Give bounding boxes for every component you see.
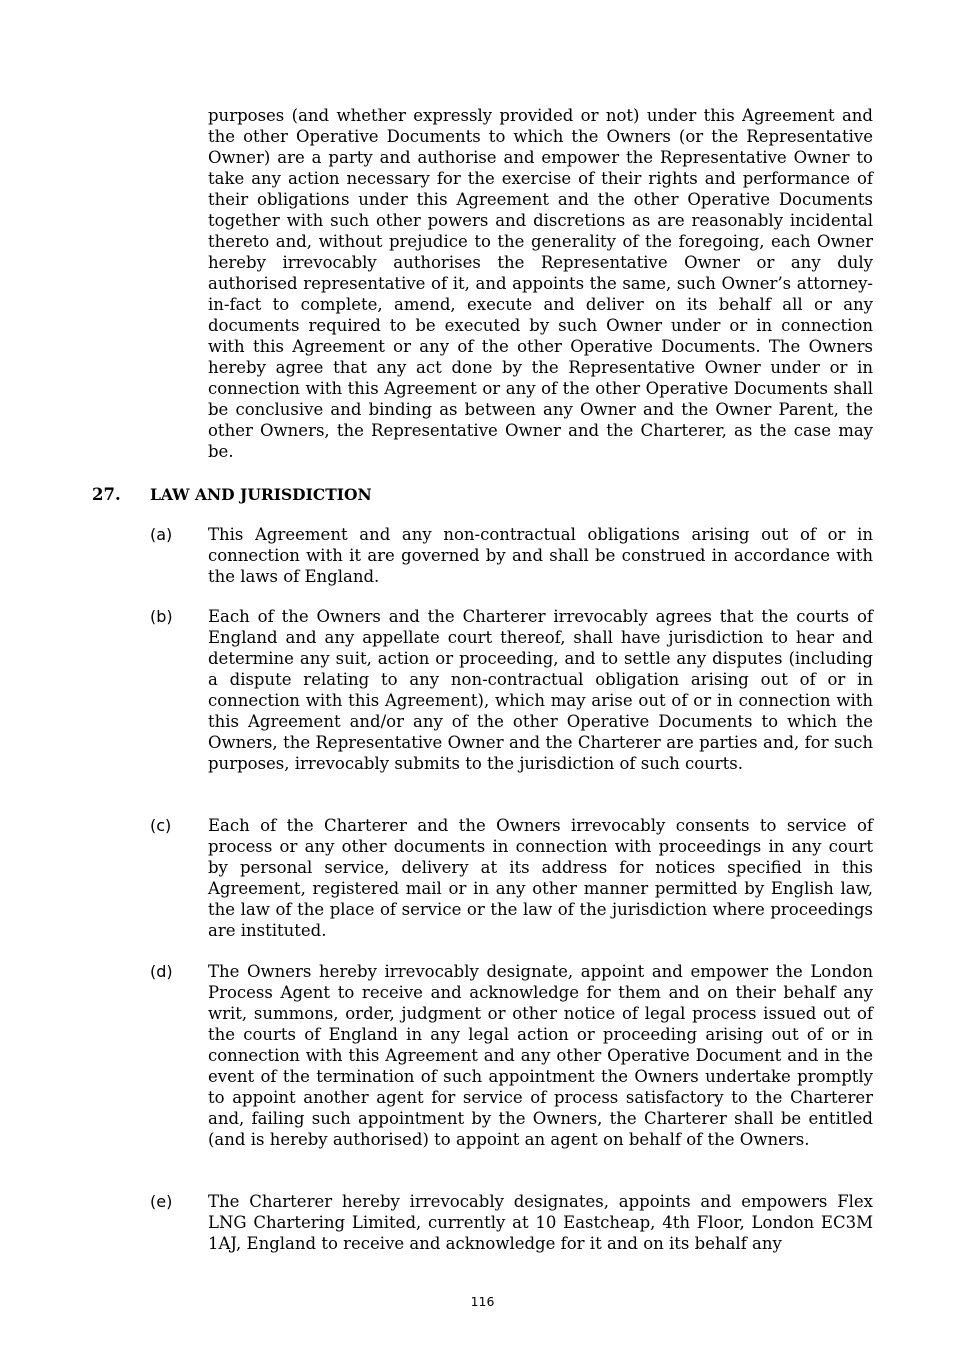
- clause-label-b: (b): [150, 607, 173, 626]
- clause-label-d: (d): [150, 962, 173, 981]
- clause-text-d: The Owners hereby irrevocably designate, appoint and empower the London Process Agent to receive and acknowledge for them and on their behalf any writ, summons, order, judgment or other notice of legal process issued out of the courts of England in any legal action or proceeding arising out of or in connection with this Agreement and any other Operative Document and in the event of the termination of such appointment the Owners undertake promptly to appoint another agent for service of process satisfactory to the Charterer and, failing such appointment by the Owners, the Charterer shall be entitled (and is hereby authorised) to appoint an agent on behalf of the Owners.: [208, 962, 873, 1149]
- clause-label-a: (a): [150, 525, 173, 544]
- intro-paragraph: purposes (and whether expressly provided or not) under this Agreement and the other Operative Documents to which the Owners (or the Representative Owner) are a party and authorise and empower the Representative Owner to take any action necessary for the exercise of their rights and performance of their obligations under this Agreement and the other Operative Documents together with such other powers and discretions as are reasonably incidental thereto and, without prejudice to the generality of the foregoing, each Owner hereby irrevocably authorises the Representative Owner or any duly authorised representative of it, and appoints the same, such Owner’s attorney-in-fact to complete, amend, execute and deliver on its behalf all or any documents required to be executed by such Owner under or in connection with this Agreement or any of the other Operative Documents. The Owners hereby agree that any act done by the Representative Owner under or in connection with this Agreement or any of the other Operative Documents shall be conclusive and binding as between any Owner and the Owner Parent, the other Owners, the Representative Owner and the Charterer, as the case may be.: [208, 106, 873, 461]
- clause-label-e: (e): [150, 1192, 173, 1211]
- section-number: 27.: [92, 485, 121, 504]
- clause-text-e: The Charterer hereby irrevocably designates, appoints and empowers Flex LNG Chartering Limited, currently at 10 Eastcheap, 4th Floor, London EC3M 1AJ, England to receive and acknowledge for it and on its behalf any: [208, 1192, 873, 1253]
- clause-text-c: Each of the Charterer and the Owners irrevocably consents to service of process or any other documents in connection with proceedings in any court by personal service, delivery at its address for notices specified in this Agreement, registered mail or in any other manner permitted by English law, the law of the place of service or the law of the jurisdiction where proceedings are instituted.: [208, 816, 873, 940]
- clause-text-a: This Agreement and any non-contractual obligations arising out of or in connection with it are governed by and shall be construed in accordance with the laws of England.: [208, 525, 873, 586]
- clause-label-c: (c): [150, 816, 172, 835]
- section-title: LAW AND JURISDICTION: [150, 485, 372, 504]
- page-number: 116: [470, 1294, 495, 1309]
- clause-text-b: Each of the Owners and the Charterer irrevocably agrees that the courts of England and any appellate court thereof, shall have jurisdiction to hear and determine any suit, action or proceeding, and to settle any disputes (including a dispute relating to any non-contractual obligation arising out of or in connection with this Agreement), which may arise out of or in connection with this Agreement and/or any of the other Operative Documents to which the Owners, the Representative Owner and the Charterer are parties and, for such purposes, irrevocably submits to the jurisdiction of such courts.: [208, 607, 873, 773]
